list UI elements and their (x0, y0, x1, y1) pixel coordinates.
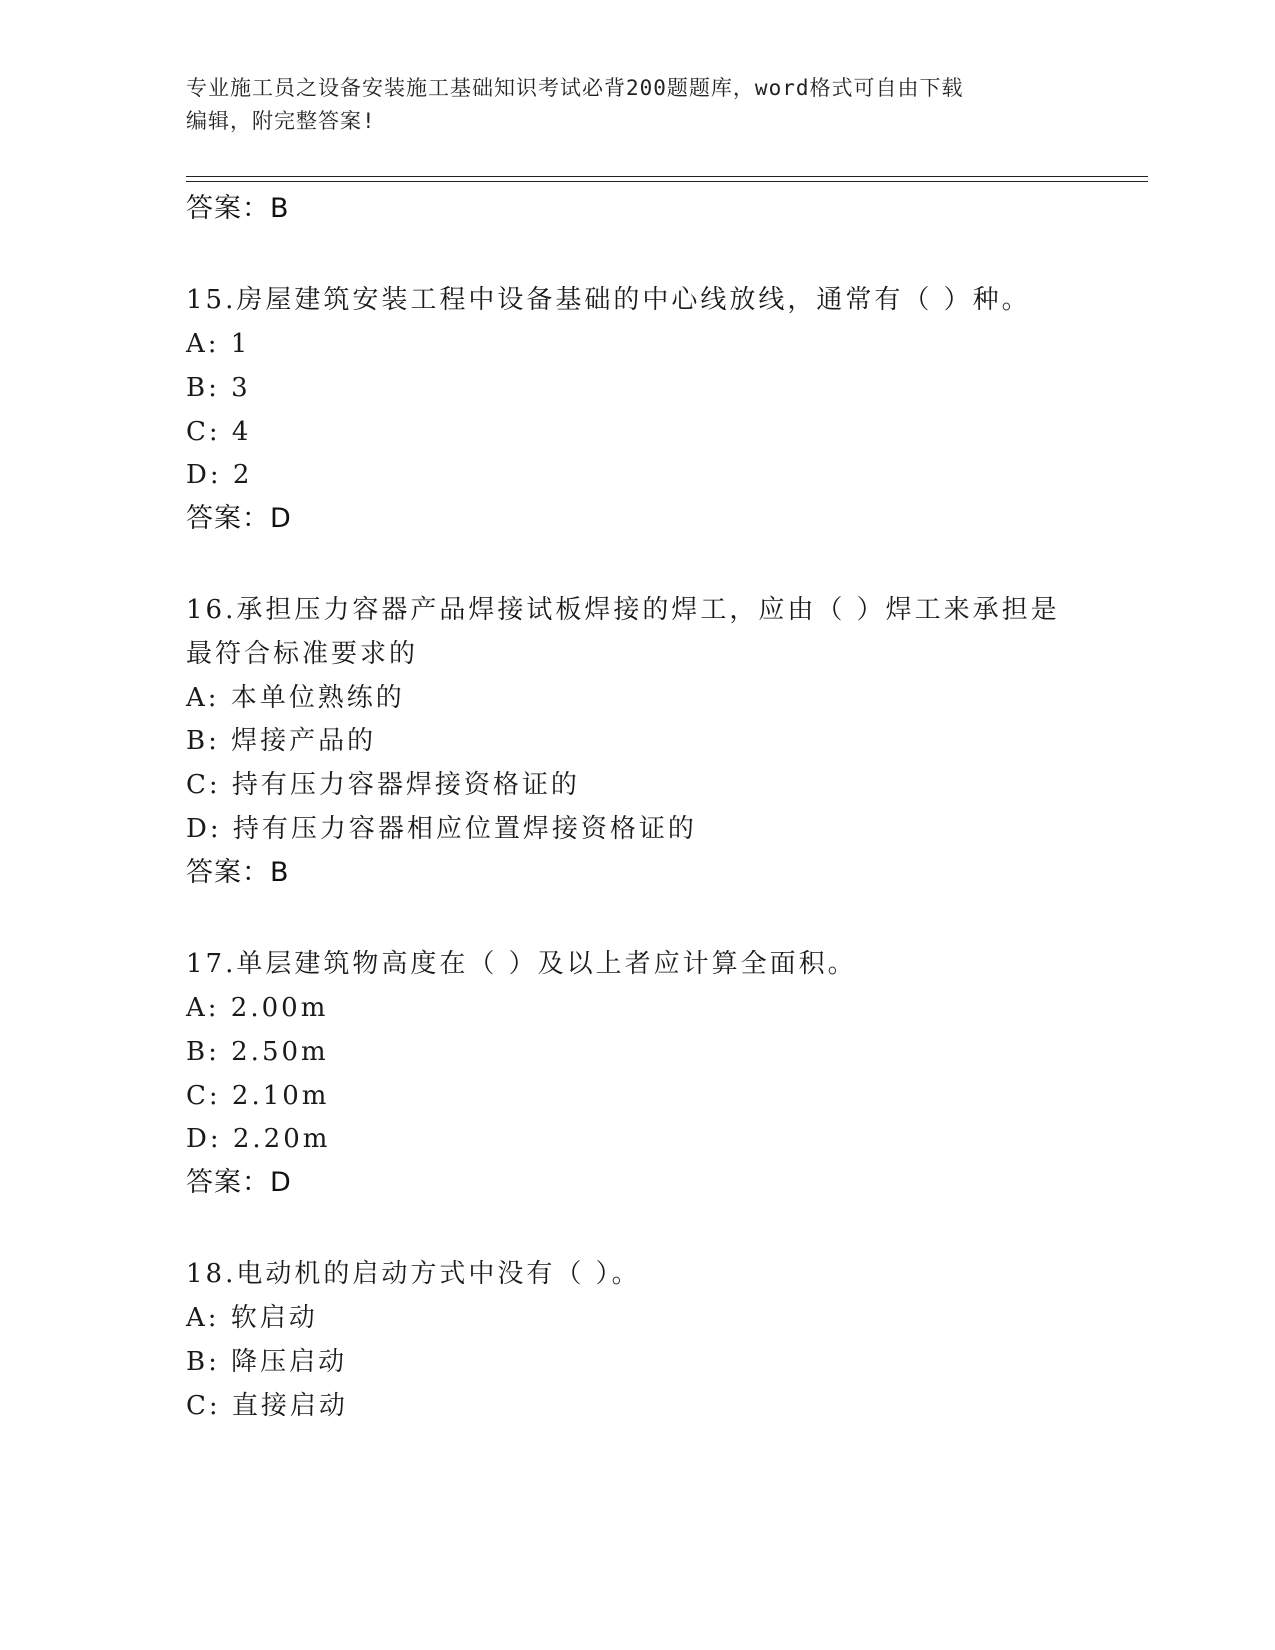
header-line-2: 编辑，附完整答案! (186, 109, 376, 133)
question-16-option-c: C: 持有压力容器焊接资格证的 (186, 770, 580, 800)
question-18-stem: 18.电动机的启动方式中没有（ ）。 (186, 1259, 641, 1289)
header-divider-top (186, 176, 1148, 177)
document-header (186, 72, 1086, 138)
question-17-option-c: C: 2.10m (186, 1081, 330, 1111)
question-16-option-a: A: 本单位熟练的 (186, 683, 405, 713)
question-16-stem-line-2: 最符合标准要求的 (186, 639, 419, 669)
header-divider-bottom (186, 181, 1148, 182)
question-16-option-b: B: 焊接产品的 (186, 726, 377, 756)
question-15-answer: 答案：D (186, 503, 292, 534)
question-16-answer: 答案：B (186, 857, 290, 888)
question-15-option-b: B: 3 (186, 373, 251, 403)
question-16-option-d: D: 持有压力容器相应位置焊接资格证的 (186, 814, 697, 844)
question-15-option-d: D: 2 (186, 460, 253, 490)
question-17-stem: 17.单层建筑物高度在（ ）及以上者应计算全面积。 (186, 949, 857, 979)
question-16-stem-line-1: 16.承担压力容器产品焊接试板焊接的焊工，应由（ ）焊工来承担是 (186, 595, 1060, 625)
question-17-option-b: B: 2.50m (186, 1037, 329, 1067)
question-17-option-a: A: 2.00m (186, 993, 329, 1023)
question-18-option-b: B: 降压启动 (186, 1347, 348, 1377)
question-18-option-a: A: 软启动 (186, 1303, 318, 1333)
previous-answer: 答案：B (186, 193, 290, 224)
question-15-option-c: C: 4 (186, 417, 252, 447)
question-17-option-d: D: 2.20m (186, 1124, 331, 1154)
question-18-option-c: C: 直接启动 (186, 1391, 348, 1421)
header-line-1: 专业施工员之设备安装施工基础知识考试必背200题题库，word格式可自由下载 (186, 76, 964, 100)
question-15-option-a: A: 1 (186, 329, 251, 359)
question-17-answer: 答案：D (186, 1167, 292, 1198)
question-15-stem: 15.房屋建筑安装工程中设备基础的中心线放线，通常有（ ）种。 (186, 285, 1031, 315)
